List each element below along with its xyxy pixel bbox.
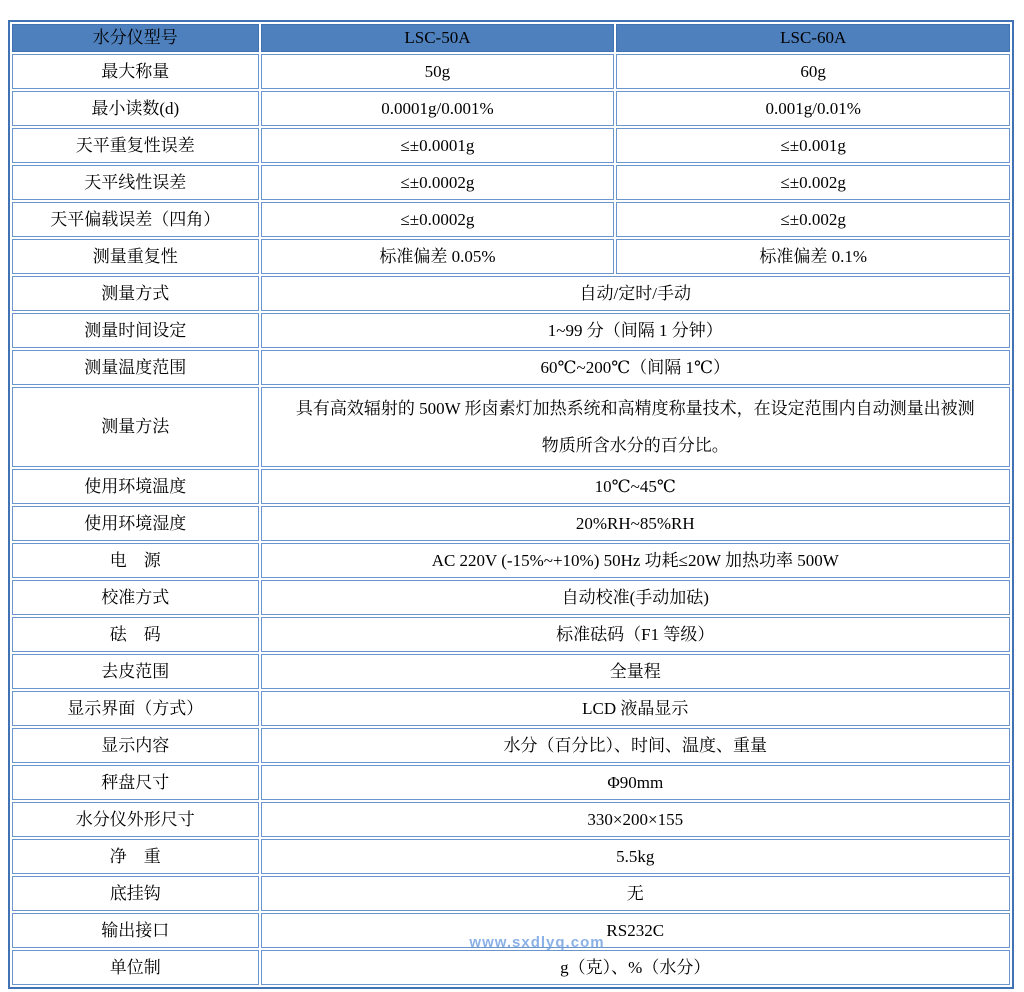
spec-label: 校准方式 bbox=[12, 580, 259, 615]
site-watermark: www.sxdlyq.com bbox=[469, 934, 605, 951]
column-header-lsc50a: LSC-50A bbox=[261, 24, 615, 52]
spec-value: g（克）、%（水分） bbox=[261, 950, 1011, 985]
table-row bbox=[12, 276, 1010, 311]
spec-label: 单位制 bbox=[12, 950, 259, 985]
table-row bbox=[12, 313, 1010, 348]
table-row bbox=[12, 617, 1010, 652]
spec-value: RS232C bbox=[261, 913, 1011, 948]
table-row bbox=[12, 239, 1010, 274]
spec-value: 0.0001g/0.001% bbox=[261, 91, 615, 126]
table-row bbox=[12, 839, 1010, 874]
table-row bbox=[12, 950, 1010, 985]
spec-value: ≤±0.002g bbox=[616, 165, 1010, 200]
table-row bbox=[12, 469, 1010, 504]
spec-value: 330×200×155 bbox=[261, 802, 1011, 837]
spec-value: ≤±0.0002g bbox=[261, 165, 615, 200]
spec-value: Φ90mm bbox=[261, 765, 1011, 800]
spec-value: ≤±0.002g bbox=[616, 202, 1010, 237]
spec-label: 使用环境湿度 bbox=[12, 506, 259, 541]
table-row bbox=[12, 765, 1010, 800]
table-row bbox=[12, 350, 1010, 385]
spec-label: 去皮范围 bbox=[12, 654, 259, 689]
spec-value: 具有高效辐射的 500W 形卤素灯加热系统和高精度称量技术，在设定范围内自动测量出被测物质所含水分的百分比。 bbox=[261, 387, 1011, 467]
spec-table bbox=[8, 20, 1014, 989]
spec-value: 全量程 bbox=[261, 654, 1011, 689]
spec-label: 砝 码 bbox=[12, 617, 259, 652]
spec-value: 20%RH~85%RH bbox=[261, 506, 1011, 541]
column-header-lsc60a: LSC-60A bbox=[616, 24, 1010, 52]
table-row bbox=[12, 128, 1010, 163]
spec-label: 底挂钩 bbox=[12, 876, 259, 911]
spec-label: 显示界面（方式） bbox=[12, 691, 259, 726]
spec-label: 测量方式 bbox=[12, 276, 259, 311]
table-row bbox=[12, 802, 1010, 837]
spec-value: LCD 液晶显示 bbox=[261, 691, 1011, 726]
spec-label: 使用环境温度 bbox=[12, 469, 259, 504]
spec-label: 测量时间设定 bbox=[12, 313, 259, 348]
spec-value: 5.5kg bbox=[261, 839, 1011, 874]
spec-label: 电 源 bbox=[12, 543, 259, 578]
spec-value: 60℃~200℃（间隔 1℃） bbox=[261, 350, 1011, 385]
table-row bbox=[12, 506, 1010, 541]
spec-value: 50g bbox=[261, 54, 615, 89]
spec-value: 自动/定时/手动 bbox=[261, 276, 1011, 311]
spec-label: 显示内容 bbox=[12, 728, 259, 763]
table-row bbox=[12, 728, 1010, 763]
spec-value: 自动校准(手动加砝) bbox=[261, 580, 1011, 615]
spec-value: 1~99 分（间隔 1 分钟） bbox=[261, 313, 1011, 348]
spec-label: 天平重复性误差 bbox=[12, 128, 259, 163]
spec-value: ≤±0.0001g bbox=[261, 128, 615, 163]
table-row bbox=[12, 913, 1010, 948]
spec-label: 秤盘尺寸 bbox=[12, 765, 259, 800]
spec-value: AC 220V (-15%~+10%) 50Hz 功耗≤20W 加热功率 500W bbox=[261, 543, 1011, 578]
table-row bbox=[12, 202, 1010, 237]
table-row bbox=[12, 387, 1010, 467]
table-row bbox=[12, 543, 1010, 578]
column-header-model: 水分仪型号 bbox=[12, 24, 259, 52]
table-row bbox=[12, 165, 1010, 200]
spec-value: 标准偏差 0.1% bbox=[616, 239, 1010, 274]
spec-value: 无 bbox=[261, 876, 1011, 911]
table-header-row bbox=[12, 24, 1010, 52]
spec-label: 最大称量 bbox=[12, 54, 259, 89]
spec-label: 测量温度范围 bbox=[12, 350, 259, 385]
spec-label: 测量方法 bbox=[12, 387, 259, 467]
spec-label: 净 重 bbox=[12, 839, 259, 874]
spec-label: 天平线性误差 bbox=[12, 165, 259, 200]
table-row bbox=[12, 691, 1010, 726]
spec-label: 测量重复性 bbox=[12, 239, 259, 274]
spec-value: 标准砝码（F1 等级） bbox=[261, 617, 1011, 652]
spec-value: ≤±0.001g bbox=[616, 128, 1010, 163]
spec-value: 标准偏差 0.05% bbox=[261, 239, 615, 274]
spec-label: 最小读数(d) bbox=[12, 91, 259, 126]
table-row bbox=[12, 54, 1010, 89]
spec-value: ≤±0.0002g bbox=[261, 202, 615, 237]
table-row bbox=[12, 654, 1010, 689]
spec-label: 水分仪外形尺寸 bbox=[12, 802, 259, 837]
table-row bbox=[12, 876, 1010, 911]
spec-value: 60g bbox=[616, 54, 1010, 89]
spec-label: 输出接口 bbox=[12, 913, 259, 948]
table-row bbox=[12, 580, 1010, 615]
spec-value: 10℃~45℃ bbox=[261, 469, 1011, 504]
spec-value: 水分（百分比）、时间、温度、重量 bbox=[261, 728, 1011, 763]
spec-label: 天平偏载误差（四角） bbox=[12, 202, 259, 237]
spec-value: 0.001g/0.01% bbox=[616, 91, 1010, 126]
table-row bbox=[12, 91, 1010, 126]
